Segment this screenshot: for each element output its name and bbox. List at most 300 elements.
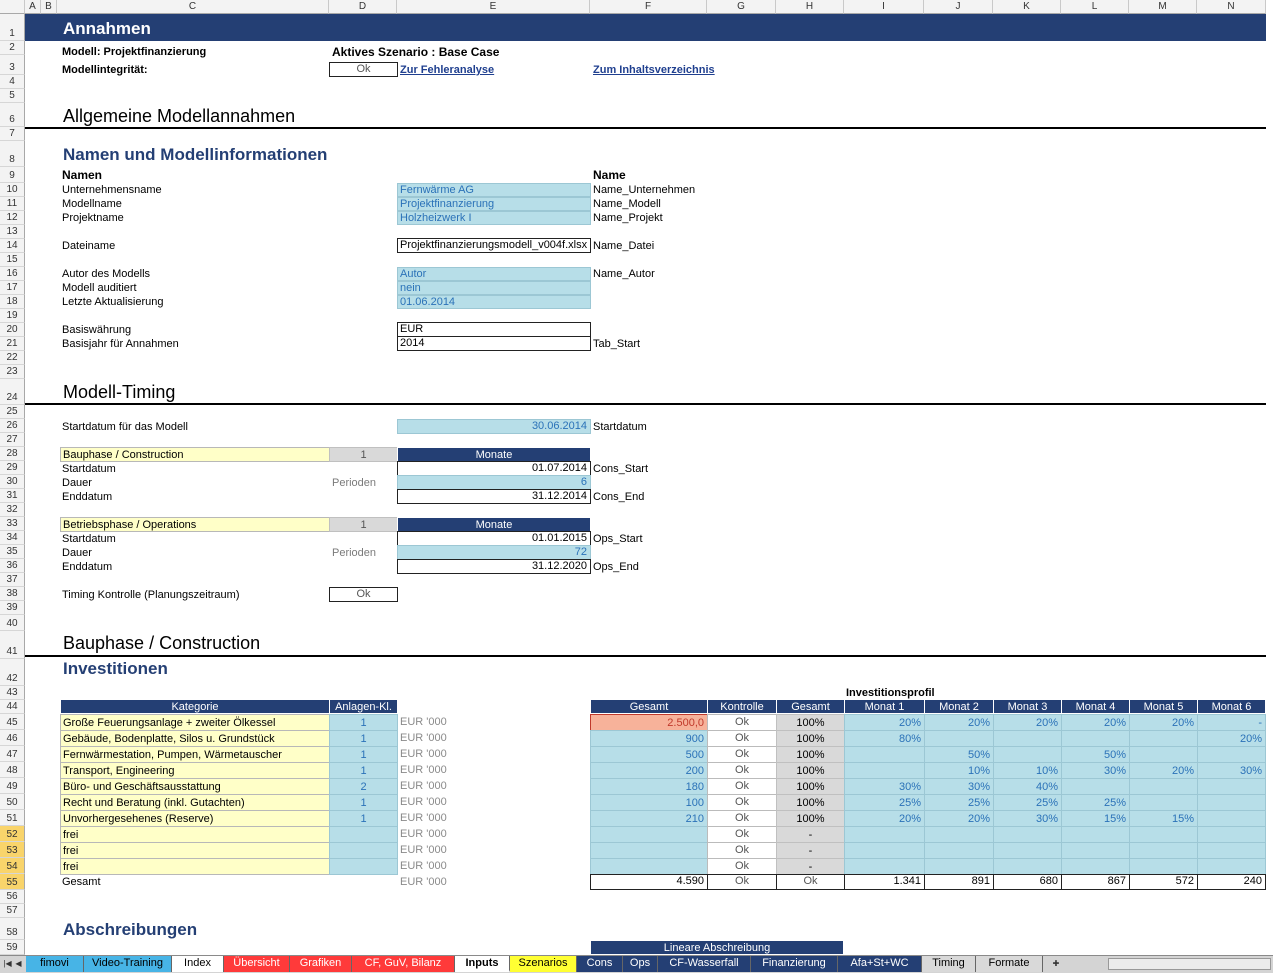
row-header[interactable]: 5 xyxy=(0,89,25,103)
row-header[interactable]: 24 xyxy=(0,379,25,405)
operations-start-range-name: Ops_Start xyxy=(593,533,643,545)
row-header[interactable]: 46 xyxy=(0,730,25,746)
timing-check-status: Ok xyxy=(329,587,398,602)
row-header[interactable]: 21 xyxy=(0,337,25,351)
asset-class-input[interactable] xyxy=(329,842,398,859)
subsection-depreciation: Abschreibungen xyxy=(63,920,198,939)
monthly-share-input[interactable] xyxy=(924,826,994,843)
company-input[interactable]: Fernwärme AG xyxy=(397,183,591,197)
monthly-share-input[interactable] xyxy=(1061,826,1130,843)
operations-duration-label: Dauer xyxy=(62,547,92,559)
sheet-tab[interactable]: Inputs xyxy=(455,956,510,972)
investment-column-header: Monat 4 xyxy=(1061,699,1130,714)
investment-check: Ok xyxy=(707,730,777,747)
monthly-share-input[interactable]: 80% xyxy=(844,730,925,747)
row-header[interactable]: 15 xyxy=(0,253,25,267)
project-label: Projektname xyxy=(62,212,124,224)
monthly-share-input[interactable] xyxy=(1197,858,1266,875)
monthly-share-input[interactable]: - xyxy=(1197,714,1266,731)
investment-column-header: Monat 2 xyxy=(924,699,994,714)
construction-end-value: 31.12.2014 xyxy=(397,489,591,504)
monthly-share-input[interactable]: 20% xyxy=(924,810,994,827)
investment-category: Transport, Engineering xyxy=(60,762,330,779)
column-header[interactable]: J xyxy=(924,0,993,14)
operations-unit-header: Monate xyxy=(397,517,591,532)
operations-end-label: Enddatum xyxy=(62,561,113,573)
monthly-share-input[interactable] xyxy=(1197,778,1266,795)
section-divider xyxy=(25,127,1266,129)
section-construction: Bauphase / Construction xyxy=(63,633,261,653)
column-header[interactable]: M xyxy=(1129,0,1197,14)
monthly-share-input[interactable] xyxy=(844,858,925,875)
baseyear-field[interactable]: 2014 xyxy=(397,336,591,351)
prev-sheet-icon[interactable]: ◀ xyxy=(15,959,22,968)
monthly-share-input[interactable]: 20% xyxy=(1129,762,1198,779)
currency-unit: EUR '000 xyxy=(400,860,447,872)
monthly-share-input[interactable] xyxy=(1197,794,1266,811)
investment-check: Ok xyxy=(707,794,777,811)
row-header[interactable]: 48 xyxy=(0,762,25,778)
row-header[interactable]: 31 xyxy=(0,489,25,503)
monthly-share-input[interactable]: 25% xyxy=(924,794,994,811)
project-input[interactable]: Holzheizwerk I xyxy=(397,211,591,225)
monthly-share-input[interactable]: 40% xyxy=(993,778,1062,795)
currency-unit: EUR '000 xyxy=(400,780,447,792)
integrity-status: Ok xyxy=(329,62,398,77)
author-input[interactable]: Autor xyxy=(397,267,591,281)
asset-class-input[interactable] xyxy=(329,826,398,843)
investment-total-input[interactable]: 100 xyxy=(590,794,708,811)
baseyear-range-name: Tab_Start xyxy=(593,338,641,350)
operations-phase-label: Betriebsphase / Operations xyxy=(60,517,330,532)
column-header[interactable]: K xyxy=(993,0,1061,14)
monthly-share-input[interactable] xyxy=(1197,826,1266,843)
sheet-tab[interactable]: CF, GuV, Bilanz xyxy=(352,956,455,972)
operations-end-value: 31.12.2020 xyxy=(397,559,591,574)
start-date-label: Startdatum für das Modell xyxy=(62,421,188,433)
row-header[interactable]: 25 xyxy=(0,405,25,419)
baseyear-label: Basisjahr für Annahmen xyxy=(62,338,179,350)
investment-percent-total: - xyxy=(776,858,845,875)
monthly-share-input[interactable]: 20% xyxy=(993,714,1062,731)
row-header[interactable]: 8 xyxy=(0,141,25,167)
corner-cell[interactable] xyxy=(0,0,25,14)
investment-percent-total: 100% xyxy=(776,810,845,827)
construction-end-range-name: Cons_End xyxy=(593,491,645,503)
row-header[interactable]: 26 xyxy=(0,419,25,433)
row-header[interactable]: 51 xyxy=(0,810,25,826)
investment-category: Große Feuerungsanlage + zweiter Ölkessel xyxy=(60,714,330,731)
monthly-share-input[interactable]: 30% xyxy=(844,778,925,795)
investment-column-header: Monat 1 xyxy=(844,699,925,714)
monthly-total: 680 xyxy=(993,874,1062,890)
monthly-share-input[interactable] xyxy=(993,730,1062,747)
audited-label: Modell auditiert xyxy=(62,282,137,294)
model-label: Modell: Projektfinanzierung xyxy=(62,46,207,58)
investment-check: Ok xyxy=(707,746,777,763)
row-header[interactable]: 4 xyxy=(0,75,25,89)
currency-field[interactable]: EUR xyxy=(397,322,591,337)
investment-check: Ok xyxy=(707,810,777,827)
construction-start-value: 01.07.2014 xyxy=(397,461,591,476)
investment-percent-total: 100% xyxy=(776,746,845,763)
row-header[interactable]: 7 xyxy=(0,127,25,141)
monthly-share-input[interactable] xyxy=(1197,746,1266,763)
monthly-share-input[interactable] xyxy=(1197,810,1266,827)
monthly-share-input[interactable]: 25% xyxy=(993,794,1062,811)
monthly-share-input[interactable] xyxy=(1061,730,1130,747)
monthly-total: 240 xyxy=(1197,874,1266,890)
investment-total-input[interactable]: 200 xyxy=(590,762,708,779)
operations-start-value: 01.01.2015 xyxy=(397,531,591,546)
start-date-input[interactable]: 30.06.2014 xyxy=(397,419,591,434)
currency-unit: EUR '000 xyxy=(400,828,447,840)
monthly-share-input[interactable] xyxy=(1129,858,1198,875)
monthly-share-input[interactable] xyxy=(1129,826,1198,843)
row-header[interactable]: 55 xyxy=(0,874,25,890)
monthly-share-input[interactable] xyxy=(1061,842,1130,859)
construction-start-label: Startdatum xyxy=(62,463,116,475)
investment-percent-total: - xyxy=(776,826,845,843)
investment-check: Ok xyxy=(707,778,777,795)
construction-duration-label: Dauer xyxy=(62,477,92,489)
monthly-share-input[interactable] xyxy=(1129,794,1198,811)
asset-class-input[interactable]: 1 xyxy=(329,746,398,763)
investment-check: Ok xyxy=(707,842,777,859)
timing-check-label: Timing Kontrolle (Planungszeitraum) xyxy=(62,589,240,601)
monthly-share-input[interactable]: 30% xyxy=(1061,762,1130,779)
row-header[interactable]: 52 xyxy=(0,826,25,842)
sheet-tab[interactable]: fimovi xyxy=(26,956,84,972)
investment-column-header: Gesamt xyxy=(776,699,845,714)
row-header[interactable]: 42 xyxy=(0,659,25,686)
currency-unit: EUR '000 xyxy=(400,748,447,760)
investment-category: Fernwärmestation, Pumpen, Wärmetauscher xyxy=(60,746,330,763)
column-header[interactable]: L xyxy=(1061,0,1129,14)
project-range-name: Name_Projekt xyxy=(593,212,663,224)
investment-check: Ok xyxy=(707,858,777,875)
row-header[interactable]: 20 xyxy=(0,323,25,337)
sheet-tab[interactable]: Formate xyxy=(976,956,1043,972)
investment-total-input[interactable]: 2.500,0 xyxy=(590,714,708,731)
monthly-share-input[interactable]: 25% xyxy=(844,794,925,811)
row-header[interactable]: 56 xyxy=(0,890,25,904)
row-header[interactable]: 16 xyxy=(0,267,25,281)
monthly-share-input[interactable] xyxy=(993,858,1062,875)
investment-percent-check: Ok xyxy=(776,874,845,890)
row-header[interactable]: 29 xyxy=(0,461,25,475)
investment-total-input[interactable]: 900 xyxy=(590,730,708,747)
monthly-total: 1.341 xyxy=(844,874,925,890)
file-name-field[interactable]: Projektfinanzierungsmodell_v004f.xlsx xyxy=(397,238,591,253)
row-header[interactable]: 44 xyxy=(0,700,25,714)
sheet-tab[interactable]: Ops xyxy=(623,956,658,972)
monthly-share-input[interactable]: 20% xyxy=(844,714,925,731)
monthly-share-input[interactable] xyxy=(924,842,994,859)
subsection-names: Namen und Modellinformationen xyxy=(63,145,328,164)
section-general: Allgemeine Modellannahmen xyxy=(63,106,296,126)
asset-class-input[interactable]: 1 xyxy=(329,794,398,811)
monthly-total: 867 xyxy=(1061,874,1130,890)
monthly-share-input[interactable] xyxy=(1061,778,1130,795)
column-header[interactable]: D xyxy=(329,0,397,14)
investment-column-header: Kontrolle xyxy=(707,699,777,714)
investment-category: frei xyxy=(60,826,330,843)
asset-class-input[interactable] xyxy=(329,858,398,875)
investment-grand-total: 4.590 xyxy=(590,874,708,890)
investment-category: Unvorhergesehenes (Reserve) xyxy=(60,810,330,827)
monthly-share-input[interactable] xyxy=(844,762,925,779)
row-header[interactable]: 17 xyxy=(0,281,25,295)
monthly-share-input[interactable] xyxy=(924,858,994,875)
investment-percent-total: 100% xyxy=(776,778,845,795)
row-header[interactable]: 40 xyxy=(0,615,25,631)
row-header[interactable]: 36 xyxy=(0,559,25,573)
monthly-share-input[interactable]: 20% xyxy=(924,714,994,731)
row-header[interactable]: 12 xyxy=(0,211,25,225)
section-divider xyxy=(25,655,1266,657)
asset-class-input[interactable]: 1 xyxy=(329,730,398,747)
currency-unit: EUR '000 xyxy=(400,716,447,728)
sheet-tab[interactable]: Timing xyxy=(922,956,976,972)
monthly-share-input[interactable]: 25% xyxy=(1061,794,1130,811)
sheet-tab[interactable]: Video-Training xyxy=(84,956,172,972)
monthly-share-input[interactable] xyxy=(844,842,925,859)
currency-unit: EUR '000 xyxy=(400,844,447,856)
investment-category: frei xyxy=(60,858,330,875)
construction-end-label: Enddatum xyxy=(62,491,113,503)
row-header[interactable]: 32 xyxy=(0,503,25,517)
operations-duration-unit: Perioden xyxy=(332,547,377,559)
audited-input[interactable]: nein xyxy=(397,281,591,295)
row-header[interactable]: 53 xyxy=(0,842,25,858)
model-name-input[interactable]: Projektfinanzierung xyxy=(397,197,591,211)
new-sheet-icon[interactable]: ✚ xyxy=(1052,959,1060,968)
monthly-share-input[interactable]: 20% xyxy=(1129,714,1198,731)
monthly-share-input[interactable] xyxy=(1129,778,1198,795)
sheet-tab[interactable]: Übersicht xyxy=(224,956,290,972)
monthly-share-input[interactable] xyxy=(993,746,1062,763)
monthly-share-input[interactable]: 30% xyxy=(993,810,1062,827)
investment-column-header: Anlagen-Kl. xyxy=(329,699,398,714)
row-header[interactable]: 45 xyxy=(0,714,25,730)
investment-check: Ok xyxy=(707,714,777,731)
asset-class-input[interactable]: 1 xyxy=(329,810,398,827)
investment-category: Gebäude, Bodenplatte, Silos u. Grundstück xyxy=(60,730,330,747)
column-header[interactable]: E xyxy=(397,0,590,14)
toc-link[interactable]: Zum Inhaltsverzeichnis xyxy=(593,64,715,76)
operations-duration-input[interactable]: 72 xyxy=(397,545,591,560)
monthly-share-input[interactable]: 30% xyxy=(924,778,994,795)
row-header[interactable]: 3 xyxy=(0,55,25,75)
monthly-share-input[interactable]: 20% xyxy=(1197,730,1266,747)
investment-percent-total: 100% xyxy=(776,714,845,731)
monthly-share-input[interactable]: 10% xyxy=(993,762,1062,779)
row-header[interactable]: 6 xyxy=(0,103,25,127)
column-header[interactable]: C xyxy=(57,0,329,14)
investment-category: Recht und Beratung (inkl. Gutachten) xyxy=(60,794,330,811)
row-header[interactable]: 59 xyxy=(0,940,25,955)
updated-input[interactable]: 01.06.2014 xyxy=(397,295,591,309)
author-range-name: Name_Autor xyxy=(593,268,655,280)
investment-category: frei xyxy=(60,842,330,859)
row-header[interactable]: 50 xyxy=(0,794,25,810)
row-header[interactable]: 14 xyxy=(0,239,25,253)
row-header[interactable]: 30 xyxy=(0,475,25,489)
file-range-name: Name_Datei xyxy=(593,240,655,252)
investment-percent-total: - xyxy=(776,842,845,859)
monthly-share-input[interactable] xyxy=(1129,746,1198,763)
row-header[interactable]: 57 xyxy=(0,904,25,918)
sheet-tab[interactable]: Szenarios xyxy=(510,956,577,972)
investment-profile-title: Investitionsprofil xyxy=(846,687,935,699)
monthly-share-input[interactable] xyxy=(1129,842,1198,859)
sheet-title: Annahmen xyxy=(63,19,151,38)
investment-percent-total: 100% xyxy=(776,730,845,747)
currency-unit: EUR '000 xyxy=(400,876,447,888)
construction-duration-unit: Perioden xyxy=(332,477,377,489)
subsection-investments: Investitionen xyxy=(63,659,168,678)
sheet-tab[interactable]: Cons xyxy=(577,956,623,972)
currency-unit: EUR '000 xyxy=(400,812,447,824)
row-header[interactable]: 18 xyxy=(0,295,25,309)
row-header[interactable]: 11 xyxy=(0,197,25,211)
investment-total-check: Ok xyxy=(707,874,777,890)
row-header[interactable]: 2 xyxy=(0,41,25,55)
asset-class-input[interactable]: 2 xyxy=(329,778,398,795)
investment-total-input[interactable] xyxy=(590,858,708,875)
monthly-share-input[interactable] xyxy=(1061,858,1130,875)
depreciation-header: Lineare Abschreibung xyxy=(590,940,844,955)
monthly-share-input[interactable]: 20% xyxy=(1061,714,1130,731)
monthly-share-input[interactable] xyxy=(1197,842,1266,859)
integrity-label: Modellintegrität: xyxy=(62,64,148,76)
monthly-share-input[interactable] xyxy=(924,730,994,747)
row-header[interactable]: 43 xyxy=(0,686,25,700)
asset-class-input[interactable]: 1 xyxy=(329,714,398,731)
asset-class-input[interactable]: 1 xyxy=(329,762,398,779)
first-sheet-icon[interactable]: |◀ xyxy=(3,959,12,968)
investment-column-header: Monat 6 xyxy=(1197,699,1266,714)
operations-phase-flag: 1 xyxy=(329,517,398,532)
construction-phase-flag: 1 xyxy=(329,447,398,462)
column-header[interactable]: I xyxy=(844,0,924,14)
monthly-share-input[interactable]: 15% xyxy=(1061,810,1130,827)
monthly-total: 891 xyxy=(924,874,994,890)
monthly-share-input[interactable] xyxy=(993,842,1062,859)
column-header[interactable]: G xyxy=(707,0,776,14)
investment-percent-total: 100% xyxy=(776,794,845,811)
company-range-name: Name_Unternehmen xyxy=(593,184,696,196)
model-name-label: Modellname xyxy=(62,198,122,210)
column-header[interactable]: F xyxy=(590,0,707,14)
row-header[interactable]: 54 xyxy=(0,858,25,874)
row-header[interactable]: 35 xyxy=(0,545,25,559)
monthly-total: 572 xyxy=(1129,874,1198,890)
sheet-tab-bar xyxy=(0,955,1273,973)
row-header[interactable]: 23 xyxy=(0,365,25,379)
row-header[interactable]: 47 xyxy=(0,746,25,762)
file-label: Dateiname xyxy=(62,240,116,252)
row-header[interactable]: 41 xyxy=(0,631,25,659)
model-range-name: Name_Modell xyxy=(593,198,661,210)
title-bar xyxy=(25,14,1266,41)
updated-label: Letzte Aktualisierung xyxy=(62,296,164,308)
row-header[interactable]: 58 xyxy=(0,918,25,940)
name-header: Name xyxy=(593,168,626,182)
row-header[interactable]: 39 xyxy=(0,601,25,615)
column-header[interactable]: N xyxy=(1197,0,1266,14)
row-header[interactable]: 19 xyxy=(0,309,25,323)
row-header[interactable]: 49 xyxy=(0,778,25,794)
sheet-tab[interactable]: Finanzierung xyxy=(751,956,838,972)
monthly-share-input[interactable]: 30% xyxy=(1197,762,1266,779)
monthly-share-input[interactable]: 50% xyxy=(924,746,994,763)
investment-total-input[interactable]: 210 xyxy=(590,810,708,827)
row-header[interactable]: 22 xyxy=(0,351,25,365)
section-divider xyxy=(25,403,1266,405)
monthly-share-input[interactable] xyxy=(844,746,925,763)
investment-check: Ok xyxy=(707,762,777,779)
section-timing: Modell-Timing xyxy=(63,382,176,402)
sheet-tab[interactable]: Grafiken xyxy=(290,956,352,972)
row-header[interactable]: 28 xyxy=(0,447,25,461)
operations-end-range-name: Ops_End xyxy=(593,561,639,573)
monthly-share-input[interactable]: 50% xyxy=(1061,746,1130,763)
row-header[interactable]: 27 xyxy=(0,433,25,447)
monthly-share-input[interactable]: 15% xyxy=(1129,810,1198,827)
investment-total-input[interactable]: 180 xyxy=(590,778,708,795)
construction-unit-header: Monate xyxy=(397,447,591,462)
column-header[interactable]: H xyxy=(776,0,844,14)
currency-label: Basiswährung xyxy=(62,324,132,336)
construction-phase-label: Bauphase / Construction xyxy=(60,447,330,462)
sheet-tab[interactable]: Afa+St+WC xyxy=(838,956,922,972)
investment-total-input[interactable]: 500 xyxy=(590,746,708,763)
row-header[interactable]: 33 xyxy=(0,517,25,531)
row-header[interactable]: 34 xyxy=(0,531,25,545)
investment-column-header: Monat 3 xyxy=(993,699,1062,714)
column-header[interactable]: A xyxy=(25,0,41,14)
investment-total-input[interactable] xyxy=(590,826,708,843)
horizontal-scrollbar[interactable] xyxy=(1108,958,1271,970)
currency-unit: EUR '000 xyxy=(400,796,447,808)
investment-category: Büro- und Geschäftsausstattung xyxy=(60,778,330,795)
row-header[interactable]: 9 xyxy=(0,167,25,183)
sheet-tab[interactable]: Index xyxy=(172,956,224,972)
currency-unit: EUR '000 xyxy=(400,732,447,744)
investment-column-header: Monat 5 xyxy=(1129,699,1198,714)
sheet-tab[interactable]: CF-Wasserfall xyxy=(658,956,751,972)
row-header[interactable]: 38 xyxy=(0,587,25,601)
construction-duration-input[interactable]: 6 xyxy=(397,475,591,490)
monthly-share-input[interactable] xyxy=(844,826,925,843)
scenario-label: Aktives Szenario : Base Case xyxy=(332,45,500,59)
error-analysis-link[interactable]: Zur Fehleranalyse xyxy=(400,64,495,76)
row-header[interactable]: 10 xyxy=(0,183,25,197)
investment-total-label: Gesamt xyxy=(62,876,101,888)
monthly-share-input[interactable] xyxy=(993,826,1062,843)
row-header[interactable]: 37 xyxy=(0,573,25,587)
monthly-share-input[interactable] xyxy=(1129,730,1198,747)
author-label: Autor des Modells xyxy=(62,268,151,280)
monthly-share-input[interactable]: 10% xyxy=(924,762,994,779)
monthly-share-input[interactable]: 20% xyxy=(844,810,925,827)
row-header[interactable]: 13 xyxy=(0,225,25,239)
column-header[interactable]: B xyxy=(41,0,57,14)
investment-total-input[interactable] xyxy=(590,842,708,859)
row-header[interactable]: 1 xyxy=(0,14,25,41)
